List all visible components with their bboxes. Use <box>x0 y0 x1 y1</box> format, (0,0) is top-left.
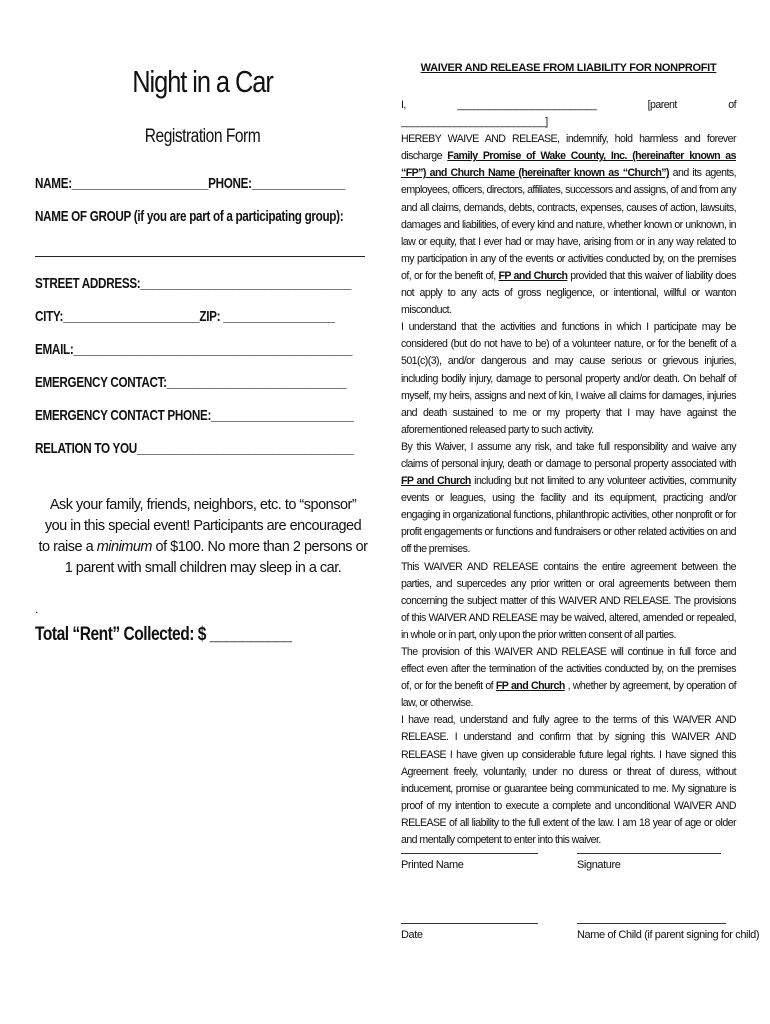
total-rent-field[interactable]: Total “Rent” Collected: $ __________ <box>35 624 292 645</box>
signature-line[interactable] <box>577 853 721 854</box>
stray-dot: . <box>35 602 39 616</box>
date-line[interactable] <box>401 923 538 924</box>
signature-label: Signature <box>577 859 621 871</box>
waiver-p1-text: HEREBY WAIVE AND RELEASE, indemnify, hold harmless and forever discharge <box>401 133 736 163</box>
sponsor-invitation <box>38 495 368 579</box>
waiver-p1-fp-church: FP and Church <box>498 269 568 282</box>
street-address-field[interactable]: STREET ADDRESS:__________________________________ <box>35 275 352 292</box>
waiver-p5-text-2: , whether by agreement, by operation of law, or otherwise. <box>401 680 736 710</box>
name-phone-field[interactable]: NAME:______________________PHONE:_______________ <box>35 175 345 192</box>
waiver-p1-text-3: provided that this waiver of liability does not apply to any acts of gross negligence, or intentional, willful or wanton misconduct. <box>401 269 736 317</box>
emergency-contact-field[interactable]: EMERGENCY CONTACT:_____________________________ <box>35 374 347 391</box>
waiver-paragraph-6: I have read, understand and fully agree to the terms of this WAIVER AND RELEASE. I understand and confirm that by signing this WAIVER AND RELEASE I have given up considerable future legal rights. I have signed this Agreement freely, voluntarily, under no duress or threat of duress, without inducement, promise or guarantee being communicated to me. My signature is proof of my intention to execute a complete and unconditional WAIVER AND RELEASE of all liability to the full extent of the law. I am 18 year of age or older and mentally competent to enter into this waiver. <box>401 714 736 847</box>
waiver-p5-fp-church: FP and Church <box>495 680 565 693</box>
waiver-p1-parties: Family Promise of Wake County, Inc. (hereinafter known as “FP”) and Church Name (hereinafter known as “Church”) <box>401 150 736 180</box>
child-name-label: Name of Child (if parent signing for child) <box>577 929 760 941</box>
waiver-p3-fp-church: FP and Church <box>401 475 471 488</box>
form-subtitle: Registration Form <box>144 126 261 147</box>
waiver-p3-text-2: including but not limited to any volunteer activities, community events or leagues, using the facility and its equipment, practicing and/or engaging in organizational functions, philanthropic activities, other nonprofit or for profit engagements or functions and fundraisers or other related activities on and off the premises. <box>401 475 737 556</box>
group-name-label: NAME OF GROUP (if you are part of a participating group): <box>35 208 344 225</box>
waiver-title: WAIVER AND RELEASE FROM LIABILITY FOR NONPROFIT <box>420 62 717 74</box>
waiver-body <box>401 97 736 849</box>
printed-name-line[interactable] <box>401 853 538 854</box>
email-field[interactable]: EMAIL:_____________________________________________ <box>35 341 353 358</box>
date-label: Date <box>401 929 423 941</box>
waiver-paragraph-5 <box>401 644 736 712</box>
relation-field[interactable]: RELATION TO YOU___________________________________ <box>35 440 354 457</box>
waiver-p3-text: By this Waiver, I assume any risk, and take full responsibility and waive any claims of personal injury, death or damage to personal property associated with <box>401 440 736 470</box>
waiver-paragraph-1 <box>401 131 736 319</box>
child-name-line[interactable] <box>577 923 726 924</box>
invite-minimum: minimum <box>96 539 153 555</box>
waiver-p1-text-2: and its agents, employees, officers, directors, affiliates, successors and assigns, of and from any and all claims, demands, debts, contracts, expenses, causes of action, lawsuits, damages and liabilities, of every kind and nature, whether known or unknown, in law or equity, that I ever had or may have, arising from or in any way related to my participation in any of the events or activities conducted by, on the premises of, or for the benefit of, <box>401 167 736 282</box>
invite-text-1: Ask your family, friends, neighbors, etc. to “sponsor” you in this special event! Participants are encouraged to raise a <box>38 497 362 555</box>
waiver-paragraph-2: I understand that the activities and functions in which I participate may be considered (but do not have to be) of a volunteer nature, or for the benefit of a 501(c)(3), and/or dangerous and may cause serious or grievous injuries, including bodily injury, damage to personal property and/or death. On behalf of myself, my heirs, assigns and next of kin, I waive all claims for damages, injuries and death sustained to me or my property that I may have against the aforementioned released party to such activity. <box>401 321 736 436</box>
waiver-p5-text: The provision of this WAIVER AND RELEASE will continue in full force and effect even after the termination of the activities conducted by, on the premises of, or for the benefit of <box>401 646 736 693</box>
waiver-paragraph-4: This WAIVER AND RELEASE contains the entire agreement between the parties, and supercedes any prior written or oral agreements between them concerning the subject matter of this WAIVER AND RELEASE. The provisions of this WAIVER AND RELEASE may be waived, altered, amended or repealed, in whole or in part, only upon the prior written consent of all parties. <box>401 560 736 641</box>
emergency-phone-field[interactable]: EMERGENCY CONTACT PHONE:_______________________ <box>35 407 354 424</box>
group-name-blank[interactable] <box>35 256 365 257</box>
printed-name-label: Printed Name <box>401 859 464 871</box>
invite-text-2: of $100. No more than 2 persons or 1 parent with small children may sleep in a car. <box>64 539 368 576</box>
city-zip-field[interactable]: CITY:______________________ZIP: __________________ <box>35 308 335 325</box>
waiver-paragraph-3 <box>401 439 736 559</box>
form-title: Night in a Car <box>132 64 273 99</box>
waiver-name-line[interactable]: I, __________________________ [parent of ___________________________] <box>401 99 736 129</box>
